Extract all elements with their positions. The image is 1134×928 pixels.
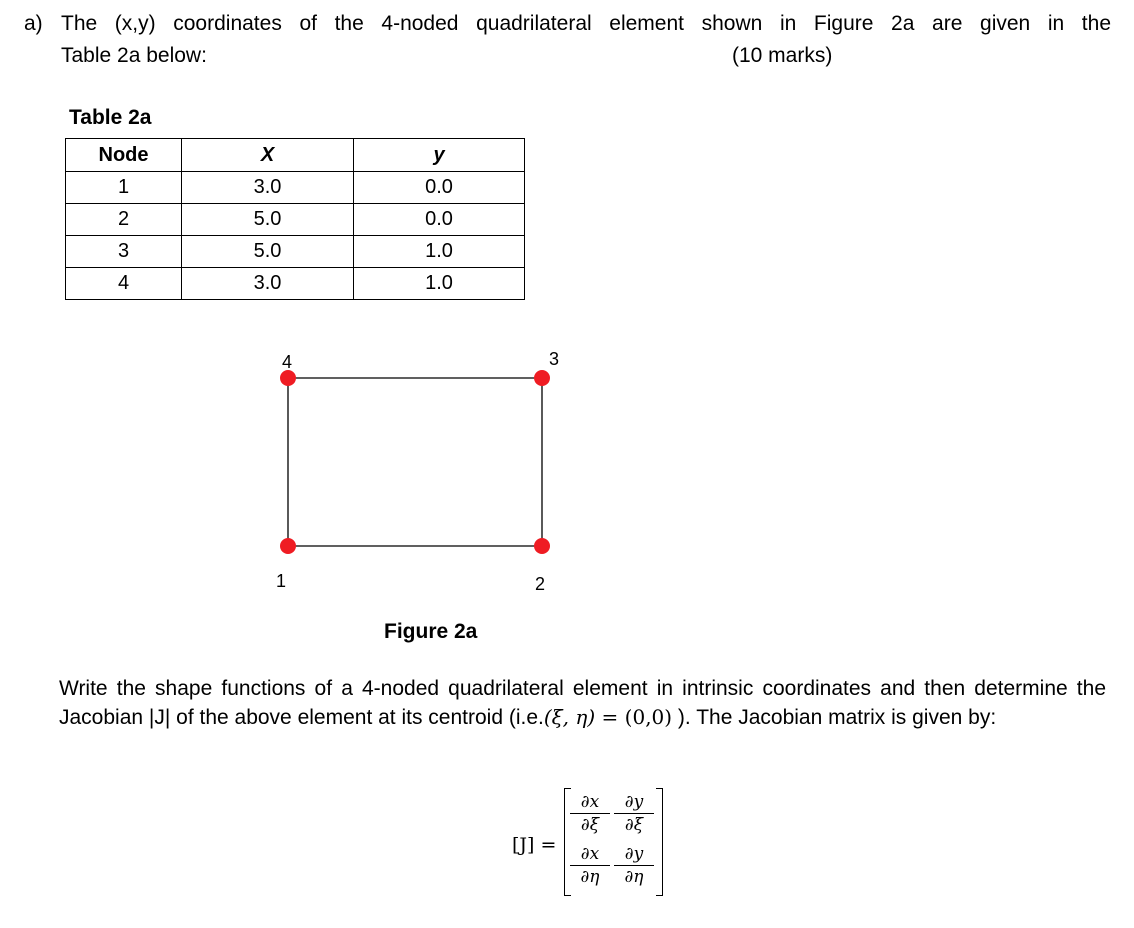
node-3-dot bbox=[534, 370, 550, 386]
header-y: y bbox=[354, 139, 525, 172]
intro-line-2: Table 2a below: bbox=[61, 44, 207, 67]
centroid-value: (0,0) bbox=[624, 705, 673, 729]
question-label: a) bbox=[24, 12, 43, 35]
cell-x: 3.0 bbox=[182, 268, 354, 300]
jacobian-lhs: [J] = bbox=[512, 834, 557, 856]
question-text-b: ). The Jacobian matrix is given by: bbox=[672, 706, 997, 729]
cell-x: 5.0 bbox=[182, 236, 354, 268]
cell-node: 3 bbox=[66, 236, 182, 268]
node-2-dot bbox=[534, 538, 550, 554]
header-x: X bbox=[182, 139, 354, 172]
jacobian-entry bbox=[570, 792, 610, 835]
jacobian-entry bbox=[614, 792, 654, 835]
marks: (10 marks) bbox=[732, 44, 833, 67]
question-text-a: Write the shape functions of a 4-noded quadrilateral element in intrinsic coordinates and then determine the Jacobian |J| of the above element at its centroid (i.e. bbox=[59, 677, 1106, 729]
table-caption: Table 2a bbox=[69, 106, 152, 129]
header-node: Node bbox=[66, 139, 182, 172]
cell-y: 0.0 bbox=[354, 172, 525, 204]
intrinsic-coordinates: (ξ, η) bbox=[543, 705, 596, 729]
element-edges bbox=[288, 378, 542, 546]
entry-denominator: ∂ξ bbox=[580, 815, 600, 835]
right-bracket bbox=[656, 788, 663, 896]
question-text bbox=[59, 675, 1106, 732]
jacobian-entry bbox=[570, 844, 610, 887]
jacobian-entry bbox=[614, 844, 654, 887]
cell-y: 1.0 bbox=[354, 268, 525, 300]
cell-x: 5.0 bbox=[182, 204, 354, 236]
intro-line-1: The (x,y) coordinates of the 4-noded quadrilateral element shown in Figure 2a are given in the bbox=[61, 12, 1111, 35]
node-label-1: 1 bbox=[276, 571, 287, 591]
cell-node: 1 bbox=[66, 172, 182, 204]
node-label-3: 3 bbox=[549, 349, 560, 369]
entry-numerator: ∂x bbox=[570, 792, 610, 814]
node-label-2: 2 bbox=[535, 574, 546, 594]
equals-sign: = bbox=[595, 705, 625, 729]
cell-node: 2 bbox=[66, 204, 182, 236]
entry-denominator: ∂η bbox=[580, 867, 600, 887]
entry-numerator: ∂y bbox=[614, 792, 654, 814]
cell-y: 0.0 bbox=[354, 204, 525, 236]
figure-caption: Figure 2a bbox=[384, 620, 478, 643]
cell-x: 3.0 bbox=[182, 172, 354, 204]
node-1-dot bbox=[280, 538, 296, 554]
cell-y: 1.0 bbox=[354, 236, 525, 268]
entry-numerator: ∂x bbox=[570, 844, 610, 866]
node-4-dot bbox=[280, 370, 296, 386]
entry-denominator: ∂ξ bbox=[624, 815, 644, 835]
node-label-4: 4 bbox=[282, 352, 293, 372]
entry-numerator: ∂y bbox=[614, 844, 654, 866]
cell-node: 4 bbox=[66, 268, 182, 300]
entry-denominator: ∂η bbox=[624, 867, 644, 887]
